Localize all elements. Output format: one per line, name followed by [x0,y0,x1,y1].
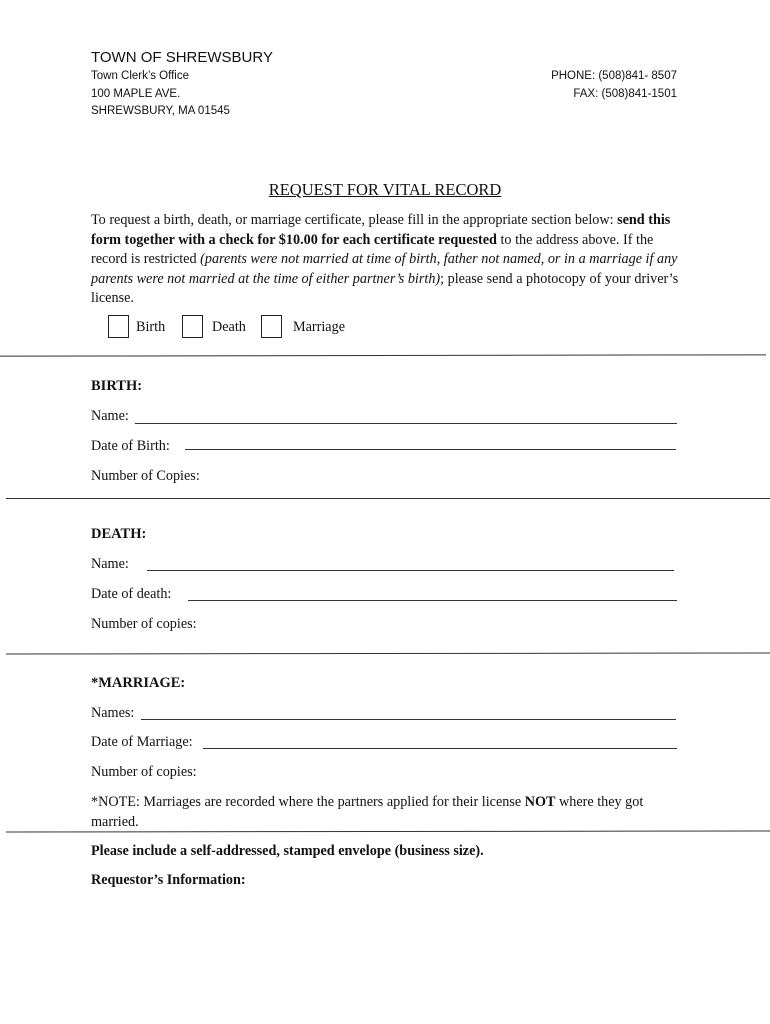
marriage-heading: *MARRIAGE: [91,675,186,691]
death-option-label: Death [212,319,246,335]
birth-name-label: Name: [91,408,129,424]
marriage-note [91,793,691,832]
birth-option-label: Birth [136,319,166,335]
section-divider [6,652,770,654]
intro-text-3: ; please send a photocopy of your driver’s license. [91,270,679,306]
birth-name-field[interactable] [135,423,677,424]
intro-italic-text: (parents were not married at time of birth, father not named, or in a marriage if any parents were not married at the time of either partner’s birth) [91,251,678,287]
section-divider [0,354,766,356]
death-heading: DEATH: [91,526,147,542]
birth-date-field[interactable] [185,449,676,450]
marriage-note-text-1: *NOTE: Marriages are recorded where the partners applied for their license [91,794,525,810]
marriage-note-text-2: where they got married. [91,794,644,830]
intro-text-1: To request a birth, death, or marriage certificate, please fill in the appropriate section below: [91,212,618,228]
section-divider [6,830,770,832]
town-name: TOWN OF SHREWSBURY [91,49,273,66]
marriage-names-label: Names: [91,705,135,721]
requestor-info-heading: Requestor’s Information: [91,872,246,888]
marriage-copies-label: Number of copies: [91,764,197,780]
section-divider [6,498,770,499]
office-name: Town Clerk’s Office [91,70,189,82]
marriage-checkbox[interactable] [261,315,282,338]
intro-text-2: to the address above. If the record is restricted [91,231,654,267]
marriage-note-bold: NOT [524,794,556,810]
form-title: REQUEST FOR VITAL RECORD [268,180,502,199]
intro-paragraph [91,211,686,309]
birth-checkbox[interactable] [108,315,129,338]
birth-copies-label: Number of Copies: [91,468,200,484]
phone-number: PHONE: (508)841- 8507 [551,70,677,82]
birth-heading: BIRTH: [91,378,143,394]
death-date-field[interactable] [188,600,677,601]
marriage-option-label: Marriage [293,319,345,335]
envelope-instruction: Please include a self-addressed, stamped envelope (business size). [91,843,484,859]
death-name-field[interactable] [147,570,674,571]
death-checkbox[interactable] [182,315,203,338]
birth-date-label: Date of Birth: [91,438,170,454]
city-address: SHREWSBURY, MA 01545 [91,105,230,117]
fax-number: FAX: (508)841-1501 [573,88,677,100]
marriage-names-field[interactable] [141,719,676,720]
street-address: 100 MAPLE AVE. [91,88,181,100]
marriage-date-label: Date of Marriage: [91,734,193,750]
intro-bold-text: send this form together with a check for $10.00 for each certificate requested [91,212,671,248]
death-date-label: Date of death: [91,586,172,602]
marriage-date-field[interactable] [203,748,677,749]
death-name-label: Name: [91,556,129,572]
death-copies-label: Number of copies: [91,616,197,632]
